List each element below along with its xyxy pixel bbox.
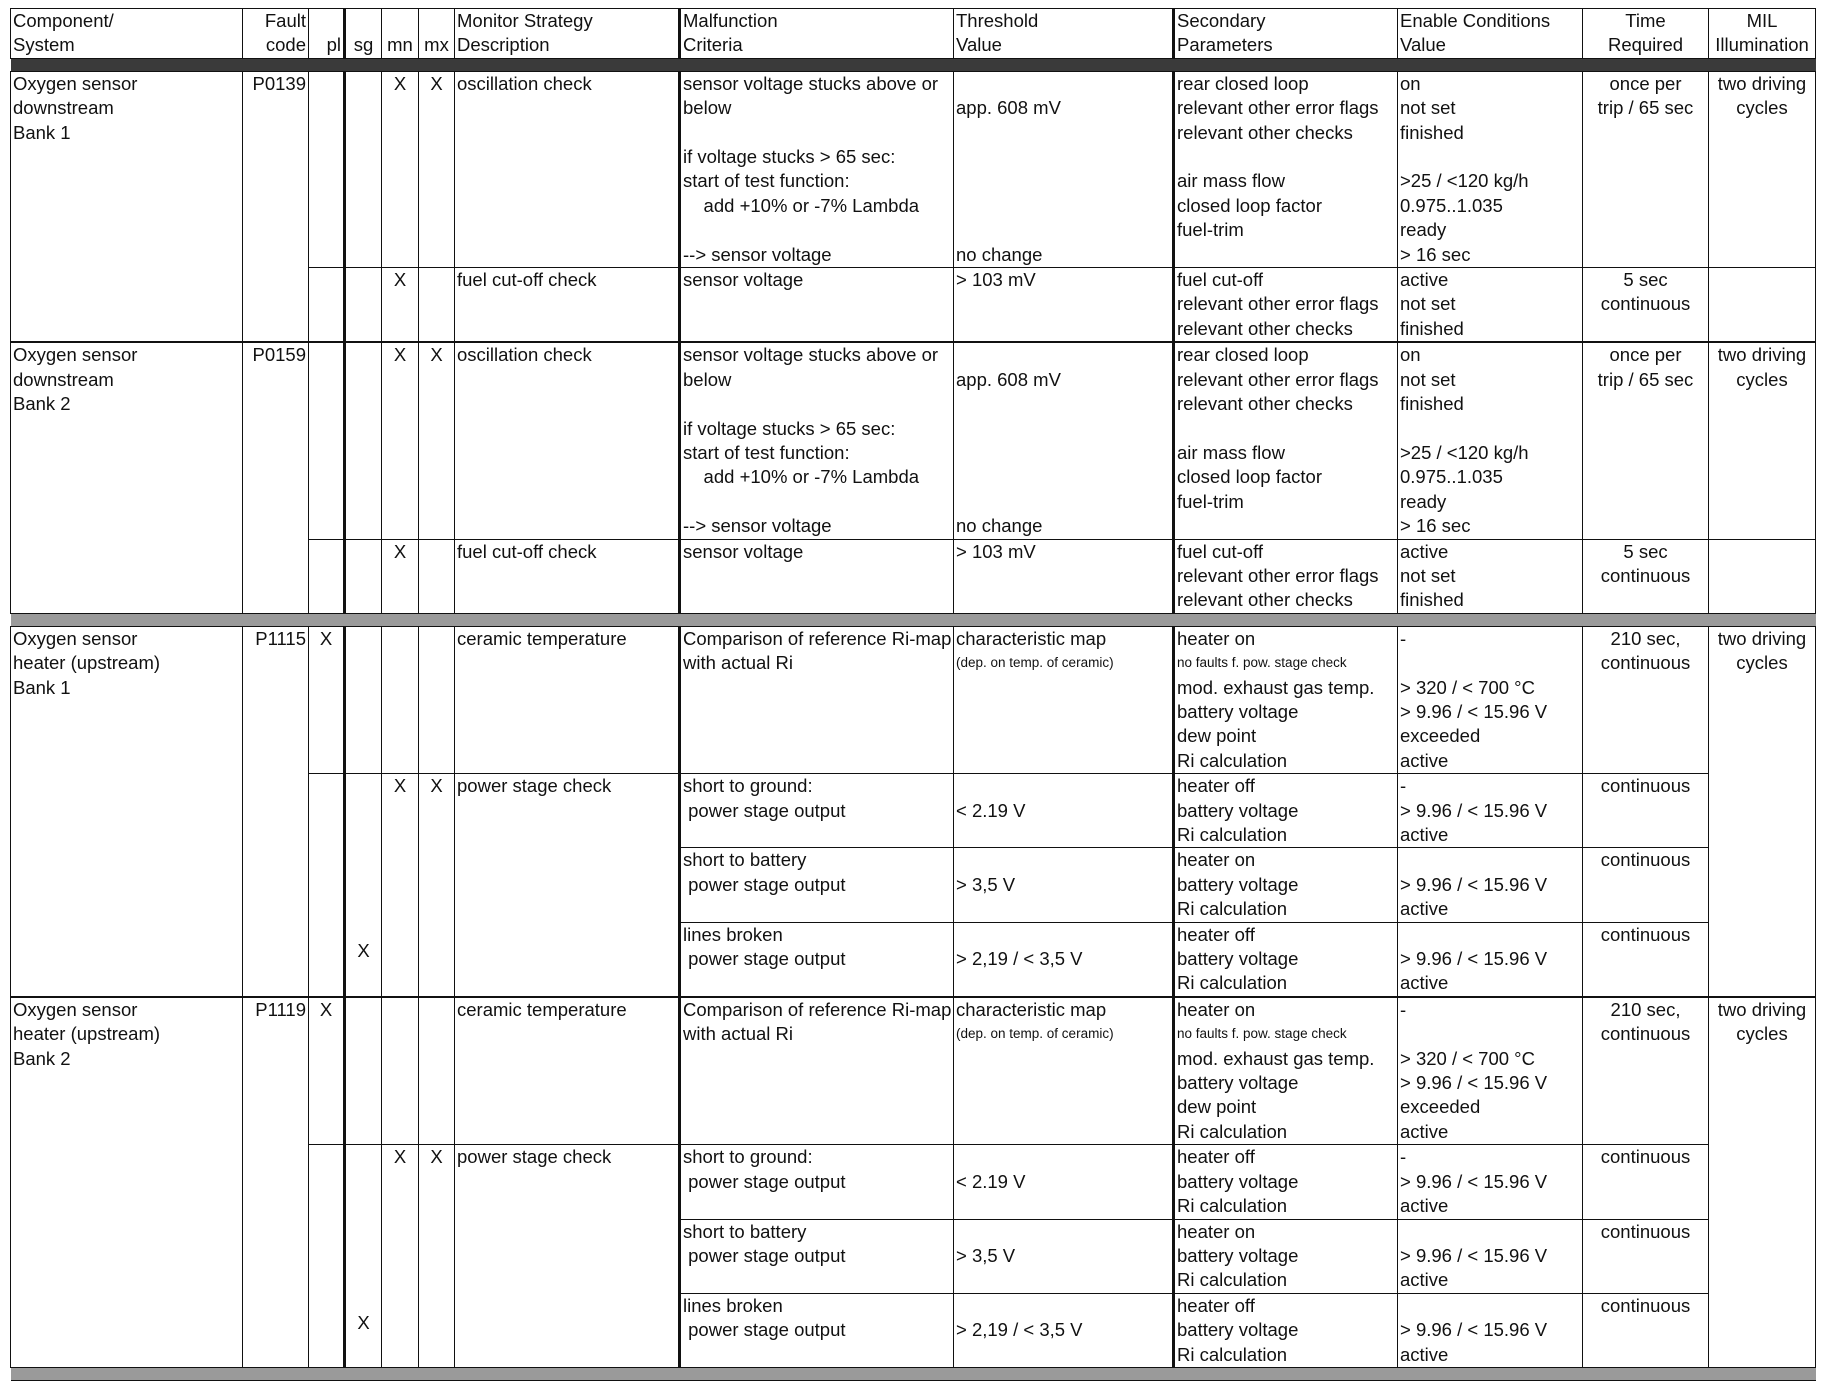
- table-row: [11, 626, 1816, 773]
- monitor-strategy-cell: ceramic temperature: [455, 997, 680, 1145]
- pl-mark: [309, 539, 345, 613]
- secondary-parameters-cell: fuel cut-off relevant other error flags relevant other checks: [1174, 268, 1398, 343]
- time-required-cell: continuous: [1583, 1145, 1709, 1219]
- component-cell: Oxygen sensor downstream Bank 1: [11, 71, 243, 342]
- malfunction-criteria-cell: sensor voltage: [680, 539, 954, 613]
- mn-mark: X: [382, 539, 419, 613]
- footer-separator-bar: [11, 1367, 1816, 1380]
- table-row: [11, 997, 1816, 1145]
- secondary-parameters-cell: heater on battery voltage Ri calculation: [1174, 848, 1398, 922]
- time-required-cell: continuous: [1583, 1219, 1709, 1293]
- header-separator-bar: [11, 58, 1816, 71]
- sg-mark: X: [345, 774, 382, 997]
- mx-mark: [419, 539, 455, 613]
- mil-cell: two driving cycles: [1709, 626, 1816, 997]
- mn-mark: X: [382, 268, 419, 343]
- threshold-note: (dep. on temp. of ceramic): [956, 655, 1114, 671]
- fault-code-cell: P1115: [243, 626, 309, 997]
- header-mn: mn: [382, 9, 419, 59]
- pl-mark: [309, 268, 345, 343]
- mx-mark: [419, 268, 455, 343]
- threshold-main: characteristic map: [956, 998, 1107, 1020]
- header-component: Component/ System: [11, 9, 243, 59]
- mx-mark: X: [419, 774, 455, 997]
- secondary-parameters-cell: heater off battery voltage Ri calculation: [1174, 774, 1398, 848]
- malfunction-criteria-cell: short to ground: power stage output: [680, 774, 954, 848]
- mn-mark: [382, 997, 419, 1145]
- enable-conditions-cell: > 9.96 / < 15.96 V active: [1398, 922, 1583, 997]
- enable-conditions-cell: active not set finished: [1398, 268, 1583, 343]
- threshold-cell: < 2.19 V: [954, 774, 1174, 848]
- enable-conditions-cell: - > 320 / < 700 °C > 9.96 / < 15.96 V exceeded active: [1398, 626, 1583, 773]
- secondary-parameters-cell: fuel cut-off relevant other error flags relevant other checks: [1174, 539, 1398, 613]
- secondary-parameters-cell: [1174, 997, 1398, 1145]
- time-required-cell: once per trip / 65 sec: [1583, 71, 1709, 267]
- pl-mark: [309, 1145, 345, 1368]
- secondary-line: heater on: [1177, 998, 1256, 1020]
- threshold-cell: > 103 mV: [954, 539, 1174, 613]
- secondary-parameters-cell: [1174, 626, 1398, 773]
- secondary-parameters-cell: rear closed loop relevant other error flags relevant other checks air mass flow closed loop factor fuel-trim: [1174, 342, 1398, 539]
- enable-conditions-cell: > 9.96 / < 15.96 V active: [1398, 1219, 1583, 1293]
- threshold-cell: [954, 626, 1174, 773]
- header-fault-code: Fault code: [243, 9, 309, 59]
- threshold-main: characteristic map: [956, 627, 1107, 649]
- enable-conditions-cell: - > 320 / < 700 °C > 9.96 / < 15.96 V exceeded active: [1398, 997, 1583, 1145]
- threshold-cell: [954, 997, 1174, 1145]
- threshold-cell: app. 608 mV no change: [954, 71, 1174, 267]
- monitor-strategy-cell: oscillation check: [455, 71, 680, 267]
- monitor-strategy-cell: ceramic temperature: [455, 626, 680, 773]
- component-cell: Oxygen sensor heater (upstream) Bank 1: [11, 626, 243, 997]
- secondary-line: heater on: [1177, 627, 1256, 649]
- time-required-cell: continuous: [1583, 848, 1709, 922]
- time-required-cell: 210 sec, continuous: [1583, 997, 1709, 1145]
- header-time-required: Time Required: [1583, 9, 1709, 59]
- component-cell: Oxygen sensor heater (upstream) Bank 2: [11, 997, 243, 1368]
- mn-mark: X: [382, 342, 419, 539]
- header-secondary: Secondary Parameters: [1174, 9, 1398, 59]
- malfunction-criteria-cell: sensor voltage stucks above or below if voltage stucks > 65 sec: start of test function: add +10% or -7% Lambda --> sensor voltage: [680, 342, 954, 539]
- threshold-cell: > 3,5 V: [954, 848, 1174, 922]
- time-required-cell: continuous: [1583, 1293, 1709, 1367]
- malfunction-criteria-cell: short to ground: power stage output: [680, 1145, 954, 1219]
- sg-mark: [345, 342, 382, 539]
- threshold-cell: > 2,19 / < 3,5 V: [954, 922, 1174, 997]
- mn-mark: [382, 626, 419, 773]
- malfunction-criteria-cell: short to battery power stage output: [680, 848, 954, 922]
- mil-cell: two driving cycles: [1709, 997, 1816, 1368]
- header-mx: mx: [419, 9, 455, 59]
- enable-conditions-cell: - > 9.96 / < 15.96 V active: [1398, 774, 1583, 848]
- time-required-cell: 5 sec continuous: [1583, 268, 1709, 343]
- sg-mark: [345, 268, 382, 343]
- component-cell: Oxygen sensor downstream Bank 2: [11, 342, 243, 613]
- secondary-parameters-cell: heater off battery voltage Ri calculation: [1174, 1293, 1398, 1367]
- secondary-note: no faults f. pow. stage check: [1177, 655, 1347, 671]
- mil-cell: [1709, 539, 1816, 613]
- mil-cell: two driving cycles: [1709, 342, 1816, 539]
- threshold-note: (dep. on temp. of ceramic): [956, 1026, 1114, 1042]
- enable-conditions-cell: on not set finished >25 / <120 kg/h 0.975..1.035 ready > 16 sec: [1398, 342, 1583, 539]
- pl-mark: [309, 342, 345, 539]
- monitor-strategy-cell: fuel cut-off check: [455, 539, 680, 613]
- malfunction-criteria-cell: Comparison of reference Ri-map with actual Ri: [680, 626, 954, 773]
- secondary-parameters-cell: heater on battery voltage Ri calculation: [1174, 1219, 1398, 1293]
- mil-cell: [1709, 268, 1816, 343]
- header-mil: MIL Illumination: [1709, 9, 1816, 59]
- pl-mark: X: [309, 997, 345, 1145]
- mn-mark: X: [382, 1145, 419, 1368]
- secondary-parameters-cell: heater off battery voltage Ri calculation: [1174, 1145, 1398, 1219]
- malfunction-criteria-cell: lines broken power stage output: [680, 922, 954, 997]
- mn-mark: X: [382, 71, 419, 267]
- sg-mark: X: [345, 1145, 382, 1368]
- mn-mark: X: [382, 774, 419, 997]
- header-threshold: Threshold Value: [954, 9, 1174, 59]
- enable-conditions-cell: active not set finished: [1398, 539, 1583, 613]
- enable-conditions-cell: > 9.96 / < 15.96 V active: [1398, 1293, 1583, 1367]
- header-enable-conditions: Enable Conditions Value: [1398, 9, 1583, 59]
- fault-code-cell: P0159: [243, 342, 309, 613]
- mx-mark: X: [419, 71, 455, 267]
- time-required-cell: 5 sec continuous: [1583, 539, 1709, 613]
- monitor-strategy-cell: power stage check: [455, 774, 680, 997]
- sg-mark: [345, 71, 382, 267]
- secondary-lines: mod. exhaust gas temp. battery voltage dew point Ri calculation: [1177, 1047, 1375, 1142]
- threshold-cell: app. 608 mV no change: [954, 342, 1174, 539]
- obd-monitor-table: [10, 8, 1816, 1381]
- mx-mark: [419, 626, 455, 773]
- mil-cell: two driving cycles: [1709, 71, 1816, 267]
- header-sg: sg: [345, 9, 382, 59]
- header-pl: pl: [309, 9, 345, 59]
- time-required-cell: once per trip / 65 sec: [1583, 342, 1709, 539]
- header-row: [11, 9, 1816, 59]
- secondary-lines: mod. exhaust gas temp. battery voltage dew point Ri calculation: [1177, 676, 1375, 771]
- pl-mark: X: [309, 626, 345, 773]
- monitor-strategy-cell: power stage check: [455, 1145, 680, 1368]
- time-required-cell: continuous: [1583, 922, 1709, 997]
- malfunction-criteria-cell: sensor voltage: [680, 268, 954, 343]
- malfunction-criteria-cell: Comparison of reference Ri-map with actual Ri: [680, 997, 954, 1145]
- table-row: [11, 71, 1816, 267]
- enable-conditions-cell: - > 9.96 / < 15.96 V active: [1398, 1145, 1583, 1219]
- time-required-cell: continuous: [1583, 774, 1709, 848]
- enable-conditions-cell: on not set finished >25 / <120 kg/h 0.975..1.035 ready > 16 sec: [1398, 71, 1583, 267]
- header-monitor-strategy: Monitor Strategy Description: [455, 9, 680, 59]
- header-malfunction-criteria: Malfunction Criteria: [680, 9, 954, 59]
- mx-mark: X: [419, 1145, 455, 1368]
- threshold-cell: > 103 mV: [954, 268, 1174, 343]
- malfunction-criteria-cell: lines broken power stage output: [680, 1293, 954, 1367]
- malfunction-criteria-cell: short to battery power stage output: [680, 1219, 954, 1293]
- table-row: [11, 342, 1816, 539]
- threshold-cell: > 3,5 V: [954, 1219, 1174, 1293]
- fault-code-cell: P0139: [243, 71, 309, 342]
- pl-mark: [309, 71, 345, 267]
- monitor-strategy-cell: fuel cut-off check: [455, 268, 680, 343]
- sg-mark: [345, 626, 382, 773]
- document-page: [10, 8, 1815, 1381]
- enable-conditions-cell: > 9.96 / < 15.96 V active: [1398, 848, 1583, 922]
- monitor-strategy-cell: oscillation check: [455, 342, 680, 539]
- secondary-parameters-cell: heater off battery voltage Ri calculation: [1174, 922, 1398, 997]
- section-separator-bar: [11, 613, 1816, 626]
- sg-mark: [345, 997, 382, 1145]
- time-required-cell: 210 sec, continuous: [1583, 626, 1709, 773]
- fault-code-cell: P1119: [243, 997, 309, 1368]
- secondary-parameters-cell: rear closed loop relevant other error flags relevant other checks air mass flow closed loop factor fuel-trim: [1174, 71, 1398, 267]
- pl-mark: [309, 774, 345, 997]
- malfunction-criteria-cell: sensor voltage stucks above or below if voltage stucks > 65 sec: start of test function: add +10% or -7% Lambda --> sensor voltage: [680, 71, 954, 267]
- mx-mark: [419, 997, 455, 1145]
- mx-mark: X: [419, 342, 455, 539]
- threshold-cell: < 2.19 V: [954, 1145, 1174, 1219]
- secondary-note: no faults f. pow. stage check: [1177, 1026, 1347, 1042]
- threshold-cell: > 2,19 / < 3,5 V: [954, 1293, 1174, 1367]
- sg-mark: [345, 539, 382, 613]
